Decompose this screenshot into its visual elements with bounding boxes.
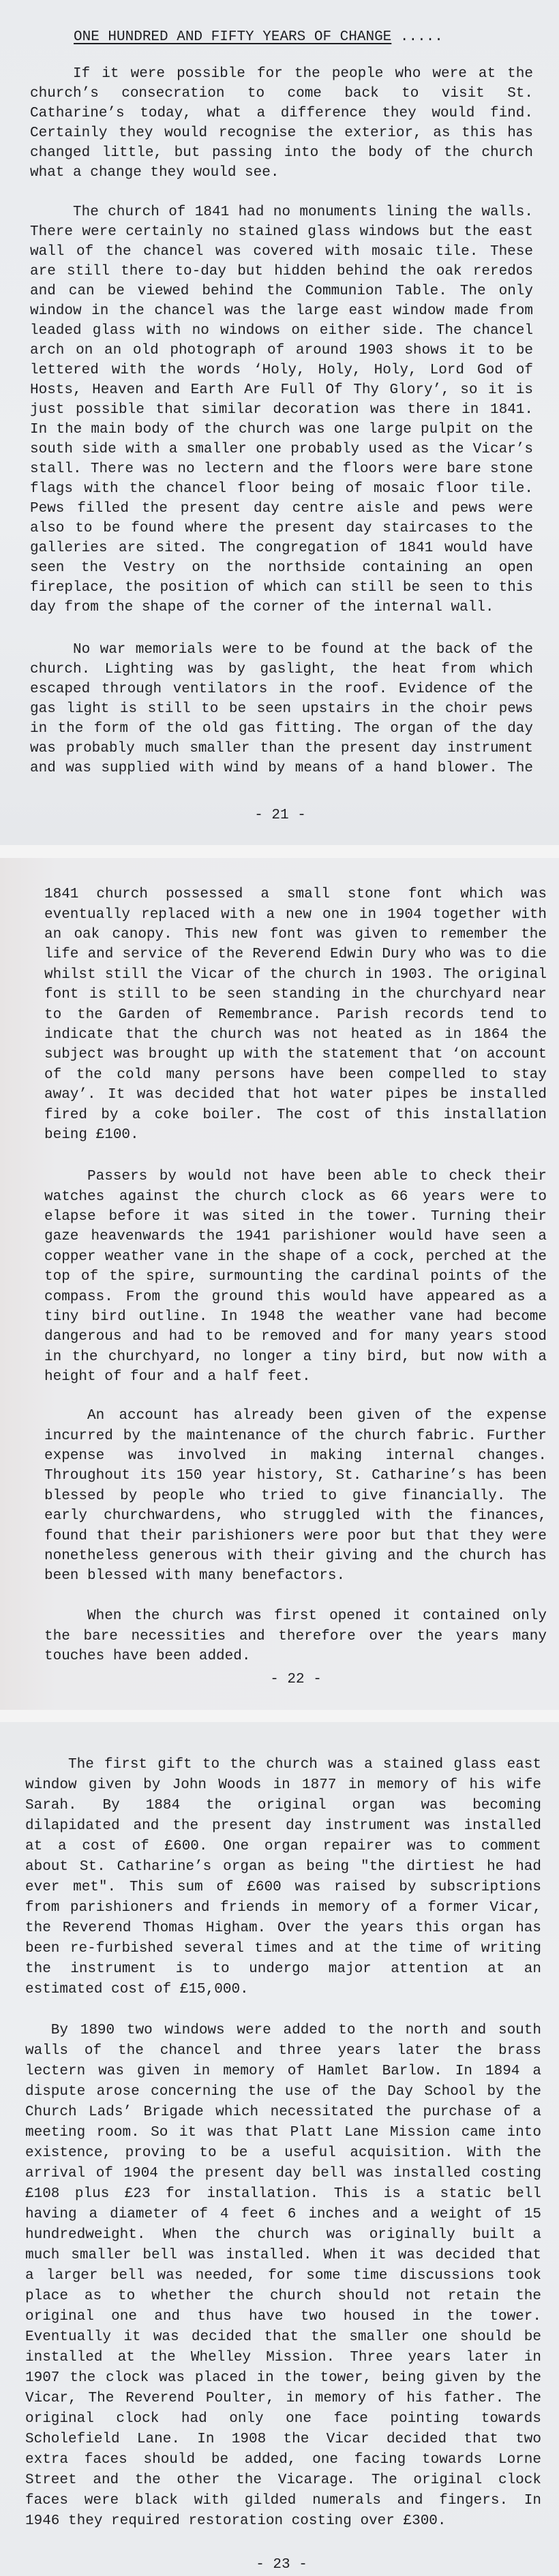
text-line: ever met". This sum of £600 was raised by subscriptions bbox=[25, 1880, 541, 1895]
text-line: incurred by the maintenance of the church fabric. Further bbox=[44, 1428, 547, 1444]
text-line: just possible that similar decoration was there in 1841. bbox=[30, 401, 533, 418]
text-line: having a diameter of 4 feet 6 inches and a weight of 15 bbox=[25, 2207, 541, 2222]
page-22 bbox=[0, 858, 559, 1710]
text-line: The church of 1841 had no monuments lining the walls. bbox=[73, 204, 533, 220]
text-line: arrival of 1904 the present day bell was installed costing bbox=[25, 2166, 541, 2181]
text-line: in the churchyard, no longer a tiny bird, but now with a bbox=[44, 1349, 547, 1365]
text-line: south side with a smaller one probably used as the Vicar’s bbox=[30, 441, 533, 457]
text-line: Sarah. By 1884 the original organ was becoming bbox=[25, 1798, 541, 1813]
text-line: No war memorials were to be found at the back of the bbox=[73, 641, 533, 658]
text-line: By 1890 two windows were added to the north and south bbox=[50, 2023, 541, 2038]
text-line: Pews filled the present day centre aisle and pews were bbox=[30, 500, 533, 517]
text-line: original one and thus have two housed in the tower. bbox=[25, 2309, 541, 2325]
text-line: 1907 the clock was placed in the tower, being given by the bbox=[25, 2370, 541, 2386]
text-line: Throughout its 150 year history, St. Catharine’s has been bbox=[44, 1468, 547, 1484]
text-line: an oak canopy. This new font was given to remember the bbox=[44, 927, 547, 943]
text-line: the Reverend Thomas Higham. Over the years this organ has bbox=[25, 1920, 541, 1936]
page-21 bbox=[0, 0, 559, 845]
text-line: been re-furbished several times and at the time of writing bbox=[25, 1941, 541, 1957]
text-line: Catharine’s today, what a difference they would find. bbox=[30, 105, 533, 121]
text-line: gas light is still to be seen upstairs in the choir pews bbox=[30, 701, 533, 717]
text-line: flags with the chancel floor being of mosaic floor tile. bbox=[30, 480, 533, 497]
text-line: walls of the chancel and three years later the brass bbox=[25, 2043, 541, 2059]
paragraph bbox=[44, 1167, 547, 1387]
text-line: of the cold many persons have been compelled to stay bbox=[44, 1067, 547, 1083]
text-line: elapse before it was sited in the tower. Turning their bbox=[44, 1209, 547, 1225]
text-line: from parishioners and friends in memory of a former Vicar, bbox=[25, 1900, 541, 1916]
text-line: Eventually it was decided that the smaller one should be bbox=[25, 2329, 541, 2345]
text-line: window given by John Woods in 1877 in memory of his wife bbox=[25, 1777, 541, 1793]
text-line: much smaller bell was installed. When it was decided that bbox=[25, 2248, 541, 2263]
text-line: existence, proving to be a useful acquisition. With the bbox=[25, 2145, 541, 2161]
text-line: changed little, but passing into the body of the church bbox=[30, 144, 533, 161]
text-line: indicate that the church was not heated as in 1864 the bbox=[44, 1027, 547, 1043]
text-line: stall. There was no lectern and the floors were bare stone bbox=[30, 461, 533, 477]
text-line: Vicar, The Reverend Poulter, in memory of his father. The bbox=[25, 2391, 541, 2406]
text-line: seen the Vestry on the northside containing an open bbox=[30, 559, 533, 576]
text-line: church. Lighting was by gaslight, the heat from which bbox=[30, 661, 533, 677]
text-line: in the form of the old gas fitting. The organ of the day bbox=[30, 720, 533, 737]
text-line: font is still to be seen standing in the churchyard near bbox=[44, 987, 547, 1003]
paragraph bbox=[44, 1606, 547, 1666]
text-line: installed at the Whelley Mission. Three years later in bbox=[25, 2350, 541, 2365]
paragraph bbox=[44, 885, 547, 1145]
chapter-title-text: ONE HUNDRED AND FIFTY YEARS OF CHANGE bbox=[74, 29, 392, 45]
text-line: what a change they would see. bbox=[30, 164, 280, 181]
text-line: fired by a coke boiler. The cost of this installation bbox=[44, 1107, 547, 1123]
text-line: In the main body of the church was one large pulpit on the bbox=[30, 421, 533, 438]
text-line: to the Garden of Remembrance. Parish records tend to bbox=[44, 1007, 547, 1023]
text-line: Street and the other the Vicarage. The original clock bbox=[25, 2472, 541, 2488]
text-line: 1841 church possessed a small stone font which was bbox=[44, 887, 547, 903]
text-line: was probably much smaller than the present day instrument bbox=[30, 740, 533, 756]
text-line: If it were possible for the people who were at the bbox=[73, 65, 533, 82]
paragraph bbox=[30, 640, 533, 778]
text-line: Passers by would not have been able to check their bbox=[87, 1169, 547, 1185]
text-line: nonetheless generous with their giving and the church has bbox=[44, 1548, 547, 1565]
text-line: galleries are sited. The congregation of 1841 would have bbox=[30, 540, 533, 556]
text-line: gaze heavenwards the 1941 parishioner would have seen a bbox=[44, 1229, 547, 1245]
text-line: whilst still the Vicar of the church in 1903. The original bbox=[44, 966, 547, 983]
text-line: dilapidated and the present day instrument was installed bbox=[25, 1818, 541, 1834]
text-line: height of four and a half feet. bbox=[44, 1369, 311, 1385]
text-line: extra faces should be added, one facing towards Lorne bbox=[25, 2452, 541, 2468]
paragraph bbox=[30, 202, 533, 617]
text-line: tiny bird outline. In 1948 the weather vane had become bbox=[44, 1309, 547, 1325]
text-line: touches have been added. bbox=[44, 1649, 251, 1665]
text-line: dangerous and had to be removed and for many years stood bbox=[44, 1329, 547, 1345]
text-line: early churchwardens, who struggled with the finances, bbox=[44, 1508, 547, 1524]
text-line: original clock had only one face pointing towards bbox=[25, 2411, 541, 2427]
text-line: estimated cost of £15,000. bbox=[25, 1982, 249, 1997]
text-line: also to be found where the present day staircases to the bbox=[30, 520, 533, 536]
text-line: the bare necessities and therefore over the years many bbox=[44, 1628, 547, 1644]
text-line: watches against the church clock as 66 years were to bbox=[44, 1189, 547, 1205]
text-line: £108 plus £23 for installation. This is a static bell bbox=[25, 2186, 541, 2202]
page-number: - 22 - bbox=[270, 1672, 322, 1687]
text-line: When the church was first opened it contained only bbox=[87, 1608, 547, 1625]
text-line: Hosts, Heaven and Earth Are Full Of Thy Glory’, so it is bbox=[30, 382, 533, 398]
text-line: dispute arose concerning the use of the Day School by the bbox=[25, 2084, 541, 2100]
text-line: expense was involved in making internal changes. bbox=[44, 1448, 547, 1465]
text-line: wall of the chancel was covered with mosaic tile. These bbox=[30, 243, 533, 260]
text-line: at a cost of £600. One organ repairer was to comment bbox=[25, 1839, 541, 1854]
text-line: are still there to-day but hidden behind the oak reredos bbox=[30, 263, 533, 279]
text-line: Church Lads’ Brigade which necessitated the purchase of a bbox=[25, 2104, 541, 2120]
chapter-title bbox=[74, 29, 443, 46]
text-line: and was supplied with wind by means of a hand blower. The bbox=[30, 760, 533, 776]
text-line: window in the chancel was the large east window made from bbox=[30, 303, 533, 319]
text-line: lettered with the words ‘Holy, Holy, Holy, Lord God of bbox=[30, 362, 533, 378]
paragraph bbox=[30, 64, 533, 183]
text-line: subject was brought up with the statement that ‘on account bbox=[44, 1047, 547, 1063]
text-line: day from the shape of the corner of the internal wall. bbox=[30, 599, 494, 615]
text-line: away’. It was decided that hot water pipes be installed bbox=[44, 1087, 547, 1103]
text-line: hundredweight. When the church was originally built a bbox=[25, 2227, 541, 2243]
text-line: escaped through ventilators in the roof. Evidence of the bbox=[30, 681, 533, 697]
text-line: a larger bell was needed, for some time discussions took bbox=[25, 2268, 541, 2284]
text-line: been blessed with many benefactors. bbox=[44, 1568, 346, 1584]
text-line: and can be viewed behind the Communion Table. The only bbox=[30, 283, 533, 299]
text-line: place as to whether the church should not retain the bbox=[25, 2288, 541, 2304]
text-line: 1946 they required restoration costing over £300. bbox=[25, 2513, 447, 2529]
text-line: There were certainly no stained glass windows but the east bbox=[30, 224, 533, 240]
text-line: about St. Catharine’s organ as being "the dirtiest he had bbox=[25, 1859, 541, 1875]
text-line: fireplace, the position of which can still be seen to this bbox=[30, 579, 533, 596]
text-line: being £100. bbox=[44, 1126, 139, 1143]
paragraph bbox=[44, 1406, 547, 1586]
text-line: church’s consecration to come back to visit St. bbox=[30, 85, 533, 102]
text-line: The first gift to the church was a stained glass east bbox=[68, 1757, 541, 1773]
text-line: found that their parishioners were poor but that they were bbox=[44, 1528, 547, 1544]
text-line: arch on an old photograph of around 1903 shows it to be bbox=[30, 342, 533, 358]
paragraph bbox=[25, 2021, 541, 2532]
text-line: copper weather vane in the shape of a cock, perched at the bbox=[44, 1248, 547, 1265]
page-number: - 21 - bbox=[254, 808, 306, 823]
page-23 bbox=[0, 1722, 559, 2576]
text-line: meeting room. So it was that Platt Lane Mission came into bbox=[25, 2125, 541, 2141]
paragraph bbox=[25, 1755, 541, 2000]
text-line: lectern was given in memory of Hamlet Barlow. In 1894 a bbox=[25, 2064, 541, 2079]
text-line: eventually replaced with a new one in 1904 together with bbox=[44, 906, 547, 923]
text-line: faces were black with gilded numerals and fingers. In bbox=[25, 2493, 541, 2509]
text-line: compass. From the ground this would have appeared as a bbox=[44, 1289, 547, 1305]
text-line: top of the spire, surmounting the cardinal points of the bbox=[44, 1269, 547, 1285]
page-number: - 23 - bbox=[256, 2557, 307, 2573]
text-line: leaded glass with no windows on either side. The chancel bbox=[30, 322, 533, 339]
text-line: life and service of the Reverend Edwin Dury who was to die bbox=[44, 947, 547, 963]
text-line: blessed by people who tried to give financially. The bbox=[44, 1488, 547, 1504]
chapter-title-ellipsis: ..... bbox=[391, 29, 443, 45]
text-line: An account has already been given of the expense bbox=[87, 1408, 547, 1424]
text-line: Certainly they would recognise the exterior, as this has bbox=[30, 125, 533, 141]
text-line: the instrument is to undergo major attention at an bbox=[25, 1961, 541, 1977]
text-line: Scholefield Lane. In 1908 the Vicar decided that two bbox=[25, 2432, 541, 2447]
